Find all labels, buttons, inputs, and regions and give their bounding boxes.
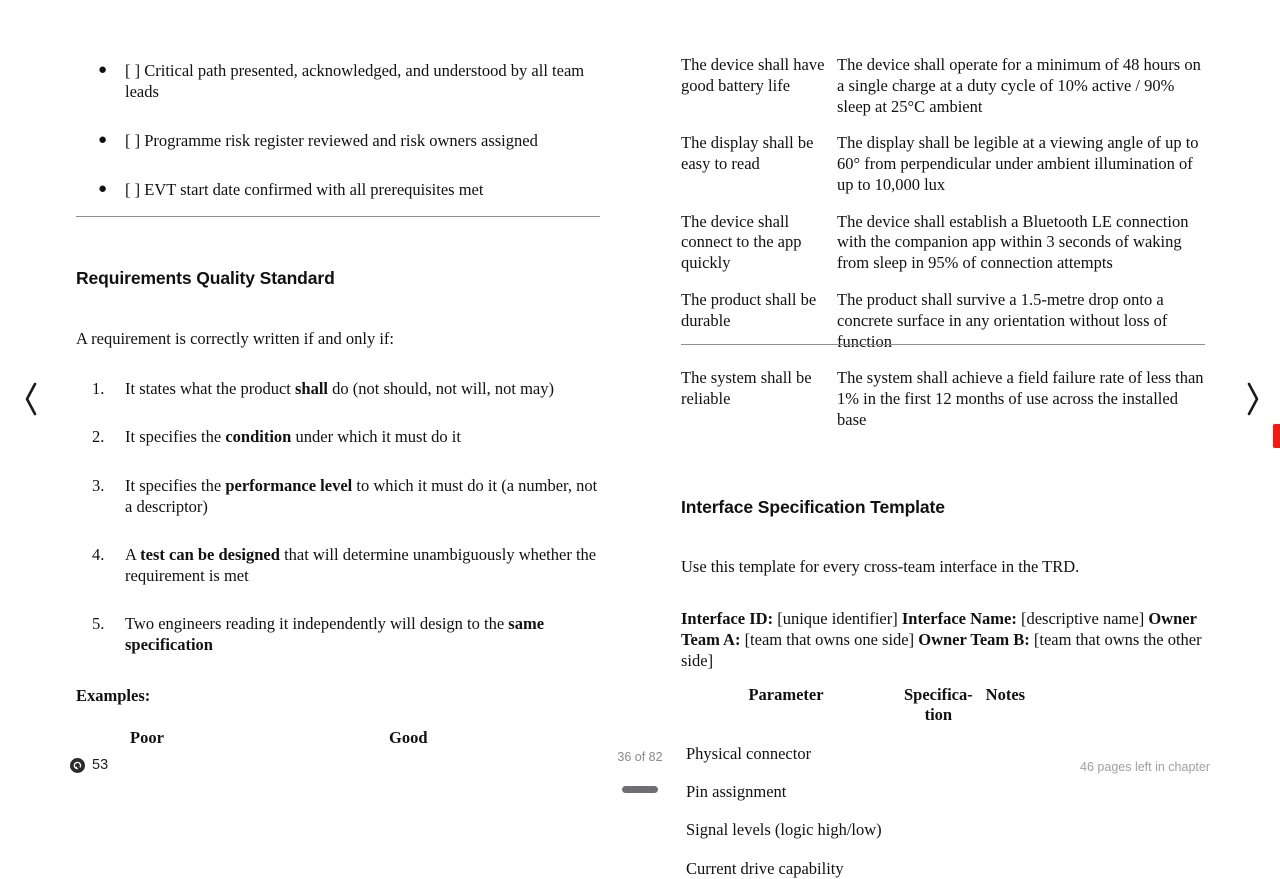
cell-good: The product shall survive a 1.5-metre drop onto a concrete surface in any orientation without loss of function bbox=[837, 290, 1168, 351]
interface-intro: Use this template for every cross-team interface in the TRD. bbox=[681, 556, 1080, 576]
bullet-icon: ● bbox=[98, 62, 108, 79]
rule-text-pre: It specifies the bbox=[125, 427, 226, 447]
field-placeholder-owner-team-b: [team that owns the other side] bbox=[681, 629, 1202, 670]
cell-poor: The device shall have good battery life bbox=[681, 55, 825, 95]
cell-parameter: Current drive capability bbox=[686, 858, 844, 878]
field-placeholder-interface-id: [unique identifier] bbox=[777, 608, 898, 628]
field-label-owner-team-a: Owner Team A: bbox=[681, 608, 1197, 649]
column-header-good: Good bbox=[389, 728, 428, 748]
cell-notes bbox=[986, 859, 1205, 879]
requirement-examples-table bbox=[681, 55, 1205, 431]
list-item bbox=[76, 60, 600, 102]
requirements-rule-list bbox=[76, 378, 600, 655]
table-row bbox=[681, 368, 1205, 430]
table-header-row bbox=[681, 685, 1205, 744]
interface-section-title: Interface Specification Template bbox=[681, 496, 945, 517]
bullet-icon: ● bbox=[98, 181, 108, 198]
cell-good: The device shall operate for a minimum of 48 hours on a single charge at a duty cycle of 10% active / 90% sleep at 25°C ambient bbox=[837, 55, 1201, 116]
list-number: 3. bbox=[92, 475, 105, 495]
cell-good: The device shall establish a Bluetooth LE connection with the companion app within 3 seconds of waking from sleep in 95% of connection attempts bbox=[837, 211, 1189, 273]
field-label-interface-name: Interface Name: bbox=[901, 608, 1017, 628]
list-item bbox=[76, 426, 600, 447]
cell-good: The system shall achieve a field failure rate of less than 1% in the first 12 months of use across the installed base bbox=[837, 368, 1204, 429]
cell-poor: The display shall be easy to read bbox=[681, 133, 814, 174]
rule-text-emphasis: same specification bbox=[125, 614, 545, 655]
chevron-left-icon bbox=[14, 376, 48, 422]
list-item bbox=[76, 179, 600, 200]
section-divider-right bbox=[681, 344, 1205, 345]
rule-text-post: under which it must do it bbox=[291, 427, 461, 447]
page-position-indicator: 36 of 82 bbox=[617, 750, 663, 764]
column-header-specification: Specifica-tion bbox=[903, 684, 973, 725]
column-header-poor: Poor bbox=[130, 728, 164, 748]
field-label-interface-id: Interface ID: bbox=[681, 608, 774, 628]
checklist-item-text: [ ] Programme risk register reviewed and risk owners assigned bbox=[125, 131, 538, 151]
examples-label: Examples: bbox=[76, 686, 151, 706]
column-header-parameter: Parameter bbox=[748, 684, 824, 704]
list-item bbox=[76, 544, 600, 586]
list-item bbox=[76, 378, 600, 399]
cell-parameter: Physical connector bbox=[686, 744, 812, 764]
rule-text-post: do (not should, not will, not may) bbox=[328, 379, 554, 399]
chapter-progress-label: 46 pages left in chapter bbox=[1080, 760, 1210, 774]
cell-good: The display shall be legible at a viewing angle of up to 60° from perpendicular under ambient illumination of up to 10,000 lux bbox=[837, 133, 1199, 194]
rule-text-post: that will determine unambiguously whether the requirement is met bbox=[125, 544, 597, 585]
field-label-owner-team-b: Owner Team B: bbox=[918, 629, 1030, 649]
field-placeholder-interface-name: [descriptive name] bbox=[1020, 608, 1145, 628]
rule-text-emphasis: shall bbox=[295, 379, 329, 399]
field-placeholder-owner-team-a: [team that owns one side] bbox=[744, 629, 915, 649]
cell-specification bbox=[891, 782, 986, 820]
interface-fields bbox=[681, 608, 1205, 671]
cell-specification bbox=[891, 859, 986, 879]
list-number: 1. bbox=[92, 379, 105, 399]
interface-parameter-table bbox=[681, 685, 1205, 879]
requirements-intro: A requirement is correctly written if and only if: bbox=[76, 329, 394, 349]
table-row bbox=[681, 820, 1205, 858]
previous-page-button[interactable] bbox=[14, 376, 48, 422]
list-number: 5. bbox=[92, 614, 105, 634]
bookmark-marker[interactable] bbox=[1273, 424, 1280, 448]
rule-text-emphasis: test can be designed bbox=[140, 544, 280, 564]
rule-text-post: to which it must do it (a number, not a descriptor) bbox=[125, 475, 598, 516]
table-row bbox=[681, 55, 1205, 133]
rule-text-pre: A bbox=[125, 544, 141, 564]
home-indicator[interactable] bbox=[622, 786, 658, 793]
examples-column-headers bbox=[76, 728, 600, 748]
column-header-notes: Notes bbox=[985, 684, 1026, 704]
rule-text-emphasis: performance level bbox=[225, 475, 353, 495]
list-item bbox=[76, 130, 600, 151]
chevron-right-icon bbox=[1236, 376, 1270, 422]
rule-text-pre: Two engineers reading it independently will design to the bbox=[125, 614, 509, 634]
cell-parameter: Signal levels (logic high/low) bbox=[686, 820, 882, 840]
cell-poor: The product shall be durable bbox=[681, 290, 817, 330]
page-title: Requirements Quality Standard bbox=[76, 268, 335, 289]
rule-text-pre: It states what the product bbox=[125, 379, 295, 399]
rule-text-pre: It specifies the bbox=[125, 475, 226, 495]
table-row bbox=[681, 133, 1205, 211]
left-column bbox=[76, 60, 600, 748]
table-row bbox=[681, 859, 1205, 879]
checklist-item-text: [ ] Critical path presented, acknowledged, and understood by all team leads bbox=[125, 61, 585, 102]
current-page-number: 53 bbox=[92, 757, 109, 773]
cell-notes bbox=[986, 782, 1205, 820]
table-row bbox=[681, 290, 1205, 368]
checklist-item-text: [ ] EVT start date confirmed with all prerequisites met bbox=[125, 180, 484, 200]
table-row bbox=[681, 782, 1205, 820]
next-page-button[interactable] bbox=[1236, 376, 1270, 422]
cell-parameter: Pin assignment bbox=[686, 782, 787, 802]
cell-specification bbox=[891, 820, 986, 858]
table-row bbox=[681, 212, 1205, 290]
cell-poor: The device shall connect to the app quickly bbox=[681, 211, 802, 273]
list-number: 4. bbox=[92, 544, 105, 564]
list-item bbox=[76, 475, 600, 517]
section-divider-left bbox=[76, 216, 600, 217]
list-item bbox=[76, 613, 600, 655]
checklist bbox=[76, 60, 600, 200]
bullet-icon: ● bbox=[98, 132, 108, 149]
cell-poor: The system shall be reliable bbox=[681, 368, 812, 409]
cell-notes bbox=[986, 820, 1205, 858]
rule-text-emphasis: condition bbox=[225, 427, 292, 447]
list-number: 2. bbox=[92, 427, 105, 447]
